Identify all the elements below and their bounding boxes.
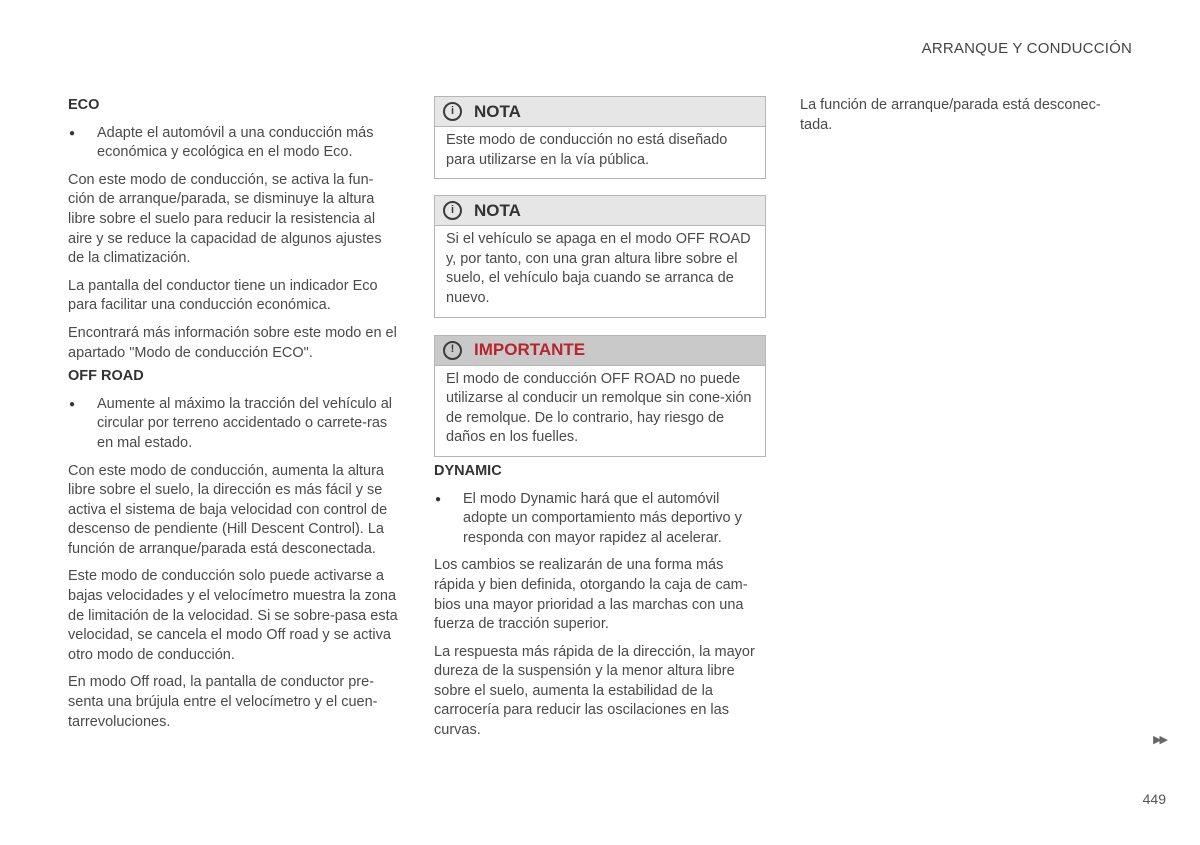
note-box-1 bbox=[434, 96, 766, 179]
note-title: NOTA bbox=[474, 200, 521, 220]
info-icon: i bbox=[443, 102, 462, 121]
important-body: El modo de conducción OFF ROAD no puede utilizarse al conducir un remolque sin cone-xión de remolque. De lo contrario, hay riesgo de daños en los fuelles. bbox=[446, 370, 752, 446]
offroad-bullet-text: Aumente al máximo la tracción del vehículo al circular por terreno accidentado o carrete-ras en mal estado. bbox=[97, 395, 392, 451]
eco-bullet-text: Adapte el automóvil a una conducción más económica y ecológica en el modo Eco. bbox=[97, 124, 374, 161]
note-title: NOTA bbox=[474, 101, 521, 121]
page-number: 449 bbox=[1142, 791, 1166, 807]
offroad-bullet bbox=[68, 395, 398, 454]
offroad-paragraph-2: Este modo de conducción solo puede activarse a bajas velocidades y el velocímetro muestra la zona de limitación de la velocidad. Si se sobre-pasa esta velocidad, se cancela el modo Off road y se activa otro modo de conducción. bbox=[68, 568, 398, 663]
important-box bbox=[434, 335, 766, 457]
dynamic-paragraph-1: Los cambios se realizarán de una forma más rápida y bien definida, otorgando la caja de cam-bios una mayor prioridad a las marchas con una fuerza de tracción superior. bbox=[434, 557, 748, 633]
eco-paragraph-2: La pantalla del conductor tiene un indicador Eco para facilitar una conducción económica. bbox=[68, 277, 378, 314]
important-box-header bbox=[435, 336, 765, 366]
eco-paragraph-3: Encontrará más información sobre este modo en el apartado "Modo de conducción ECO". bbox=[68, 324, 397, 361]
important-title: IMPORTANTE bbox=[474, 340, 586, 360]
section-title: ARRANQUE Y CONDUCCIÓN bbox=[921, 40, 1132, 57]
info-icon: i bbox=[443, 201, 462, 220]
dynamic-bullet-text: El modo Dynamic hará que el automóvil adopte un comportamiento más deportivo y responda con mayor rapidez al acelerar. bbox=[463, 490, 742, 546]
column-left bbox=[68, 96, 398, 740]
note-box-2 bbox=[434, 195, 766, 317]
column-right bbox=[800, 96, 1130, 143]
bullet-icon: ● bbox=[435, 493, 442, 505]
dynamic-bullet bbox=[434, 490, 766, 549]
dynamic-paragraph-2: La respuesta más rápida de la dirección, la mayor dureza de la suspensión y la menor altura libre sobre el suelo, aumenta la estabilidad de la carrocería para reducir las oscilaciones en las curvas. bbox=[434, 643, 755, 739]
eco-paragraph-1: Con este modo de conducción, se activa la fun-ción de arranque/parada, se disminuye la altura libre sobre el suelo para reducir la resistencia al aire y se reduce la capacidad de algunos ajustes de la climatización. bbox=[68, 171, 382, 267]
note-body: Si el vehículo se apaga en el modo OFF ROAD y, por tanto, con una gran altura libre sobre el suelo, el vehículo baja cuando se arranca de nuevo. bbox=[446, 231, 751, 306]
column-middle bbox=[434, 96, 766, 749]
right-paragraph-1: La función de arranque/parada está desconec-tada. bbox=[800, 97, 1101, 133]
dynamic-heading: DYNAMIC bbox=[434, 462, 502, 479]
offroad-heading: OFF ROAD bbox=[68, 368, 144, 385]
continue-arrow-icon: ▶▶ bbox=[1153, 734, 1166, 746]
note-box-header bbox=[435, 97, 765, 127]
note-box-header bbox=[435, 196, 765, 226]
note-body: Este modo de conducción no está diseñado para utilizarse en la vía pública. bbox=[446, 132, 728, 168]
eco-heading: ECO bbox=[68, 97, 100, 113]
eco-bullet bbox=[68, 124, 398, 163]
warning-icon: ! bbox=[443, 341, 462, 360]
offroad-paragraph-3: En modo Off road, la pantalla de conductor pre-senta una brújula entre el velocímetro y el cuen-tarrevoluciones. bbox=[68, 674, 378, 730]
bullet-icon: ● bbox=[69, 398, 76, 410]
bullet-icon: ● bbox=[69, 127, 76, 139]
offroad-paragraph-1: Con este modo de conducción, aumenta la altura libre sobre el suelo, la dirección es más fácil y se activa el sistema de baja velocidad con control de descenso de pendiente (Hill Descent Control). La función de arranque/parada está desconectada. bbox=[68, 462, 388, 557]
